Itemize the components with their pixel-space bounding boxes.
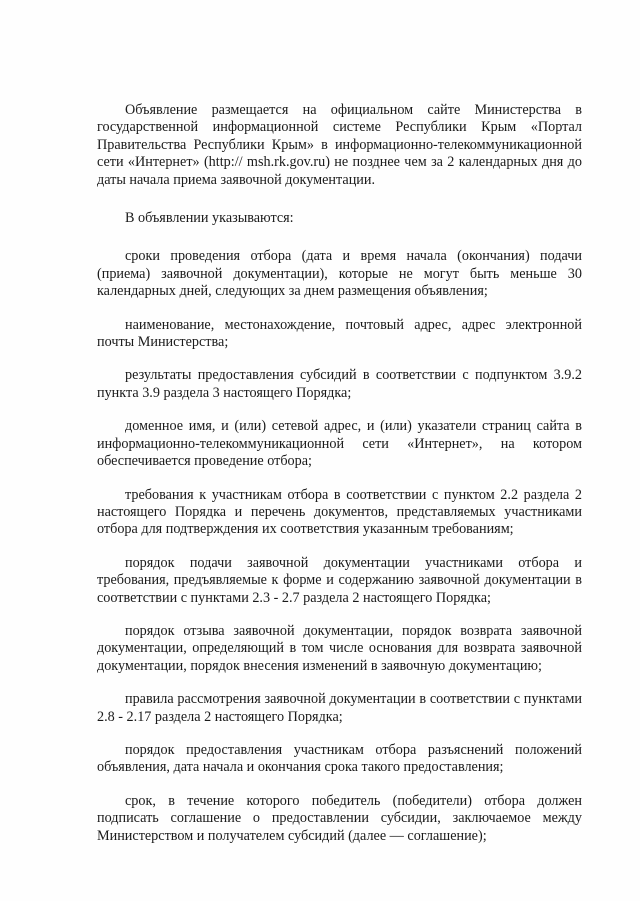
paragraph-subsidy-results: результаты предоставления субсидий в соответствии с подпунктом 3.9.2 пункта 3.9 раздела 3 настоящего Порядка; xyxy=(97,367,582,401)
paragraph-announcement-publication: Объявление размещается на официальном сайте Министерства в государственной информационной системе Республики Крым «Портал Правительства Республики Крым» в информационно-телекоммуникационной сети «Интернет» (http:// msh.rk.gov.ru) не позднее чем за 2 календарных дня до даты начала приема заявочной документации. xyxy=(97,102,582,188)
paragraph-participant-requirements: требования к участникам отбора в соответствии с пунктом 2.2 раздела 2 настоящего Порядка и перечень документов, представляемых участниками отбора для подтверждения их соответствия указанным требованиям; xyxy=(97,486,582,538)
paragraph-review-rules: правила рассмотрения заявочной документации в соответствии с пунктами 2.8 - 2.17 раздела 2 настоящего Порядка; xyxy=(97,691,582,725)
paragraph-announcement-contents-heading: В объявлении указываются: xyxy=(125,210,294,227)
paragraph-withdrawal-procedure: порядок отзыва заявочной документации, порядок возврата заявочной документации, определяющий в том числе основания для возврата заявочной документации, порядок внесения изменений в заявочную документацию; xyxy=(97,622,582,674)
paragraph-selection-dates: сроки проведения отбора (дата и время начала (окончания) подачи (приема) заявочной документации), которые не могут быть меньше 30 календарных дней, следующих за днем размещения объявления; xyxy=(97,248,582,300)
document-body xyxy=(97,102,582,861)
paragraph-domain-name: доменное имя, и (или) сетевой адрес, и (или) указатели страниц сайта в информационно-телекоммуникационной сети «Интернет», на котором обеспечивается проведение отбора; xyxy=(97,418,582,470)
paragraph-ministry-details: наименование, местонахождение, почтовый адрес, адрес электронной почты Министерства; xyxy=(97,316,582,351)
paragraph-clarifications: порядок предоставления участникам отбора разъяснений положений объявления, дата начала и окончания срока такого предоставления; xyxy=(97,741,582,776)
paragraph-submission-procedure: порядок подачи заявочной документации участниками отбора и требования, предъявляемые к форме и содержанию заявочной документации в соответствии с пунктами 2.3 - 2.7 раздела 2 настоящего Порядка; xyxy=(97,554,582,606)
paragraph-agreement-deadline: срок, в течение которого победитель (победители) отбора должен подписать соглашение о предоставлении субсидии, заключаемое между Министерством и получателем субсидий (далее — соглашение); xyxy=(97,792,582,844)
